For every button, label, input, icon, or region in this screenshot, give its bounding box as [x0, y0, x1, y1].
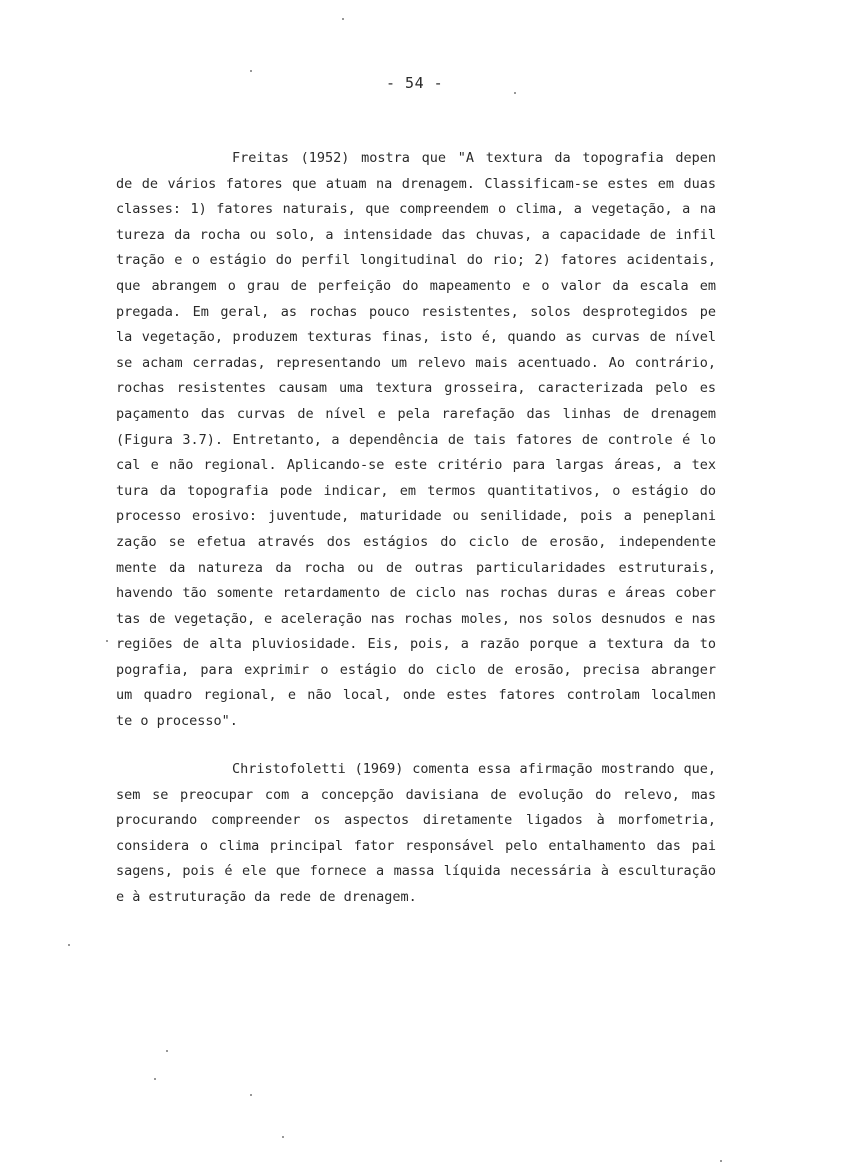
scan-speck	[282, 1136, 284, 1138]
text-line: tureza da rocha ou solo, a intensidade das chuvas, a capacidade de infil	[116, 226, 716, 243]
text-line: procurando compreender os aspectos diretamente ligados à morfometria,	[116, 812, 716, 829]
text-line: considera o clima principal fator responsável pelo entalhamento das pai	[116, 837, 716, 854]
scan-speck	[514, 92, 516, 94]
page-number: - 54 -	[386, 74, 444, 92]
text-line: (Figura 3.7). Entretanto, a dependência de tais fatores de controle é lo	[116, 431, 716, 448]
text-line: havendo tão somente retardamento de ciclo nas rochas duras e áreas cober	[116, 585, 716, 602]
text-line: mente da natureza da rocha ou de outras particularidades estruturais,	[116, 559, 716, 576]
text-line: se acham cerradas, representando um relevo mais acentuado. Ao contrário,	[116, 354, 716, 371]
text-line: classes: 1) fatores naturais, que compreendem o clima, a vegetação, a na	[116, 201, 716, 218]
paragraph-christofoletti	[116, 757, 716, 911]
scan-speck	[68, 944, 70, 946]
text-line: sagens, pois é ele que fornece a massa líquida necessária à esculturação	[116, 863, 716, 880]
text-line: processo erosivo: juventude, maturidade ou senilidade, pois a peneplani	[116, 508, 716, 525]
text-line: pregada. Em geral, as rochas pouco resistentes, solos desprotegidos pe	[116, 303, 716, 320]
text-line: te o processo".	[116, 713, 238, 730]
text-line: Freitas (1952) mostra que "A textura da topografia depen	[232, 150, 716, 166]
text-line: um quadro regional, e não local, onde estes fatores controlam localmen	[116, 687, 716, 704]
text-line: tas de vegetação, e aceleração nas rochas moles, nos solos desnudos e nas	[116, 610, 716, 627]
text-line: de de vários fatores que atuam na drenagem. Classificam-se estes em duas	[116, 175, 716, 192]
text-line: pografia, para exprimir o estágio do ciclo de erosão, precisa abranger	[116, 661, 716, 678]
text-line: zação se efetua através dos estágios do ciclo de erosão, independente	[116, 533, 716, 550]
text-line: rochas resistentes causam uma textura grosseira, caracterizada pelo es	[116, 380, 716, 397]
scan-speck	[154, 1078, 156, 1080]
text-line: regiões de alta pluviosidade. Eis, pois, a razão porque a textura da to	[116, 636, 716, 653]
text-line: cal e não regional. Aplicando-se este critério para largas áreas, a tex	[116, 457, 716, 474]
scan-speck	[166, 1050, 168, 1052]
scan-speck	[342, 18, 344, 20]
scan-speck	[250, 1094, 252, 1096]
scan-speck	[720, 1160, 722, 1162]
text-line: tração e o estágio do perfil longitudinal do rio; 2) fatores acidentais,	[116, 252, 716, 269]
text-line: que abrangem o grau de perfeição do mapeamento e o valor da escala em	[116, 277, 716, 294]
text-line: paçamento das curvas de nível e pela rarefação das linhas de drenagem	[116, 405, 716, 422]
paragraph-freitas	[116, 146, 716, 735]
scan-speck	[250, 70, 252, 72]
scan-speck	[106, 640, 108, 642]
text-line: Christofoletti (1969) comenta essa afirmação mostrando que,	[232, 761, 716, 777]
text-line: e à estruturação da rede de drenagem.	[116, 888, 417, 905]
text-line: tura da topografia pode indicar, em termos quantitativos, o estágio do	[116, 482, 716, 499]
text-line: la vegetação, produzem texturas finas, isto é, quando as curvas de nível	[116, 329, 716, 346]
text-line: sem se preocupar com a concepção davisiana de evolução do relevo, mas	[116, 786, 716, 803]
